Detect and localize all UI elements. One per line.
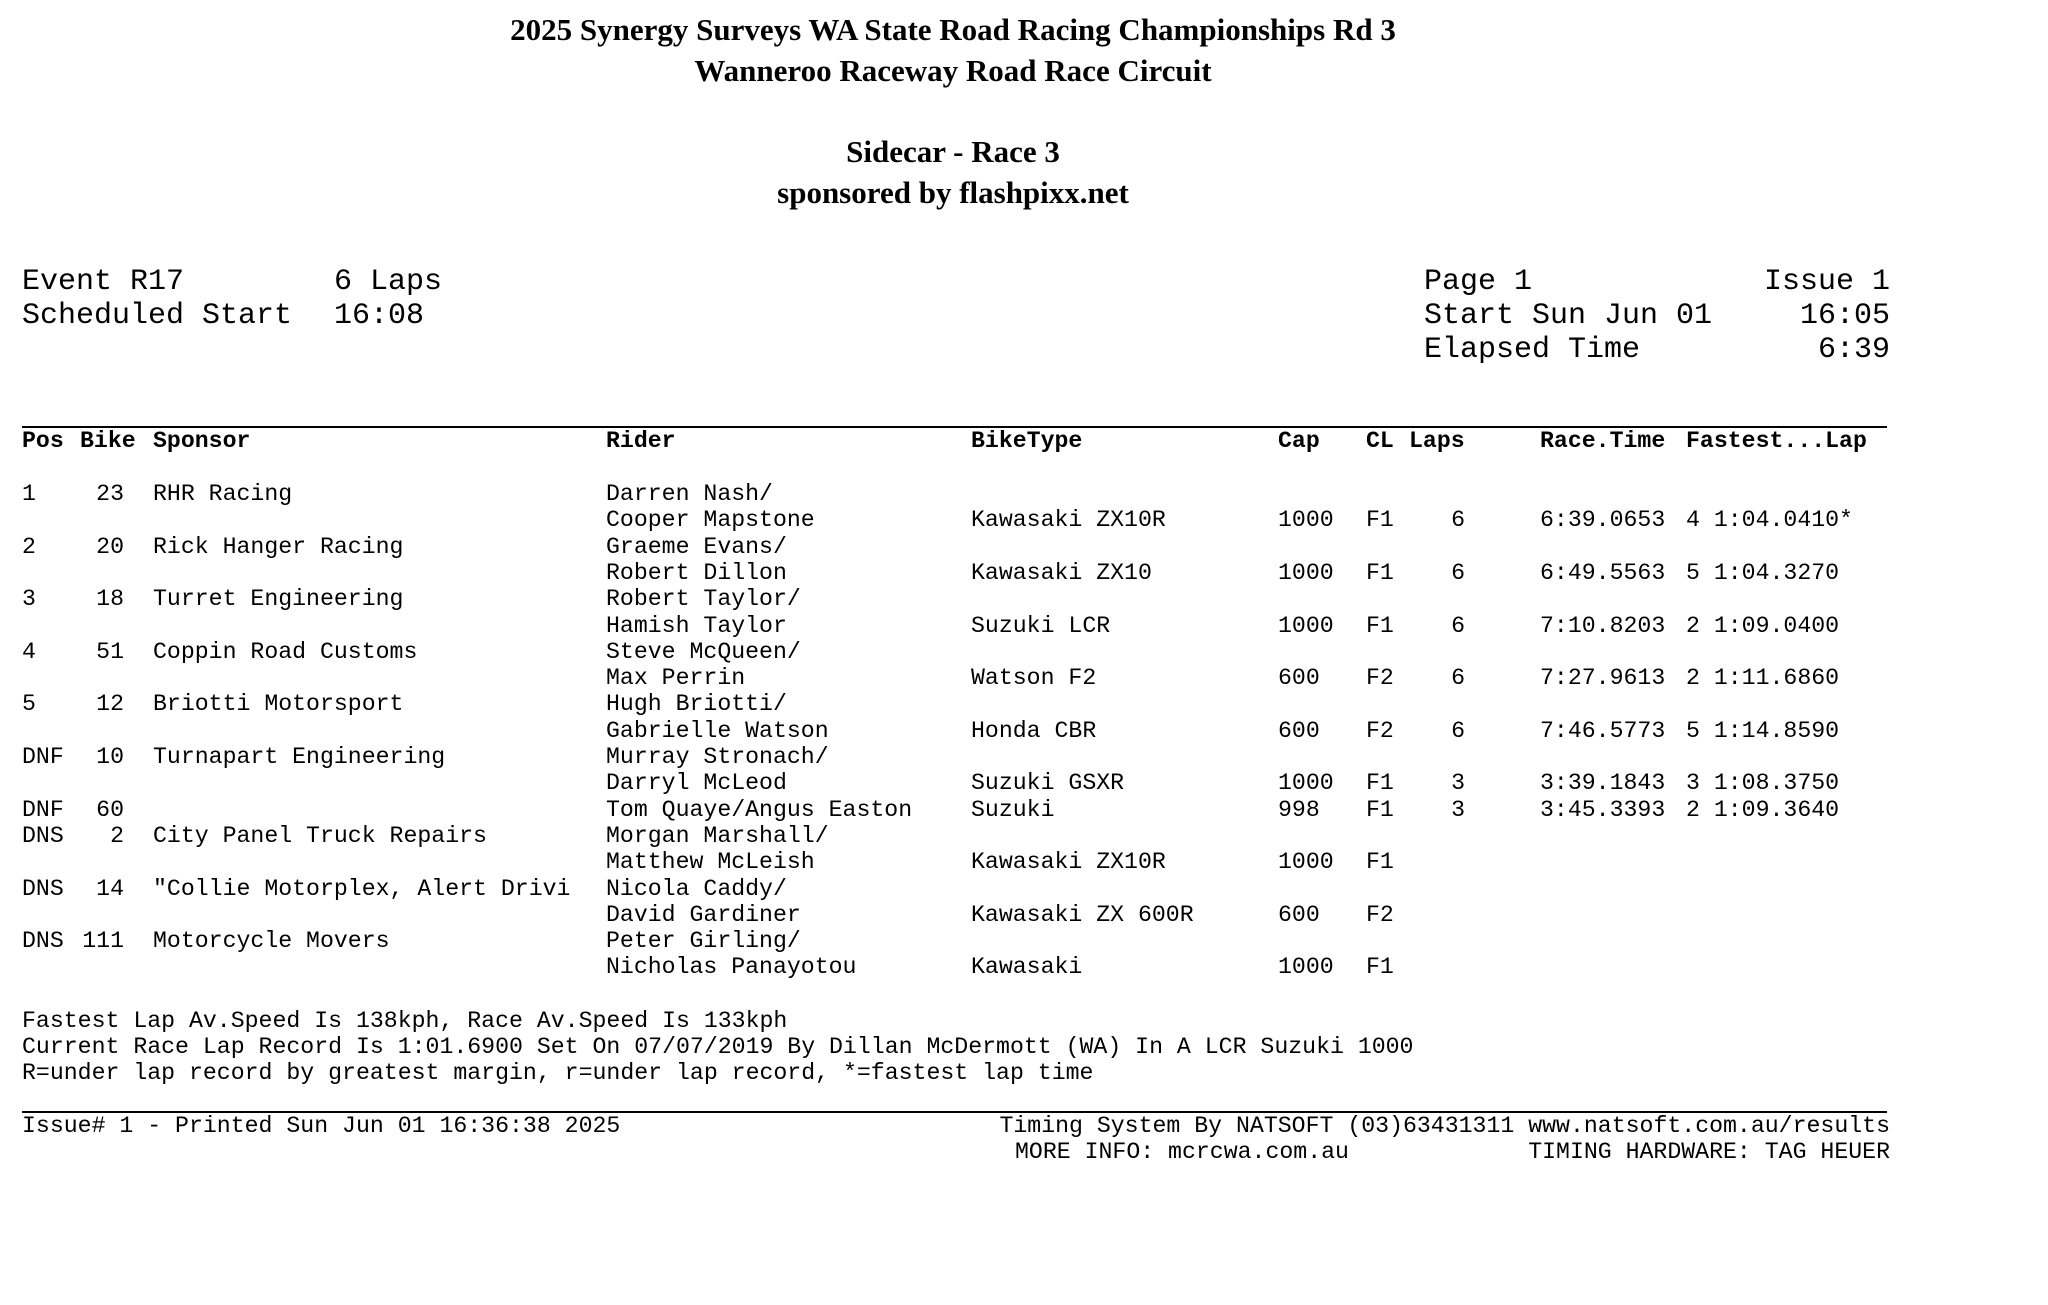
- row-pos: 3: [22, 586, 36, 613]
- row-biketype: Watson F2: [971, 665, 1097, 692]
- row-capacity: 600: [1278, 717, 1320, 744]
- row-rider-1: Tom Quaye/Angus Easton: [606, 796, 913, 823]
- row-pos: DNS: [22, 875, 64, 902]
- row-biketype: Kawasaki ZX10: [971, 559, 1152, 586]
- row-rider-1: Steve McQueen/: [606, 638, 801, 665]
- col-header-biketype: BikeType: [971, 428, 1083, 454]
- row-bike-number: 23: [96, 481, 124, 507]
- row-rider-1: Morgan Marshall/: [606, 822, 829, 849]
- row-rider-2: Nicholas Panayotou: [606, 954, 857, 981]
- race-name: Sidecar - Race 3: [846, 134, 1060, 169]
- row-bike-number: 20: [96, 533, 124, 560]
- row-capacity: 1000: [1278, 612, 1334, 639]
- row-fastest-lap: 2 1:09.3640: [1686, 796, 1840, 823]
- row-biketype: Kawasaki ZX10R: [971, 507, 1166, 534]
- row-class: F1: [1366, 612, 1394, 639]
- row-laps: 6: [1451, 612, 1465, 639]
- col-header-sponsor: Sponsor: [153, 428, 251, 454]
- speed-note: Fastest Lap Av.Speed Is 138kph, Race Av.Speed Is 133kph: [22, 1008, 788, 1034]
- row-capacity: 600: [1278, 665, 1320, 692]
- printed-info: Issue# 1 - Printed Sun Jun 01 16:36:38 2025: [22, 1113, 621, 1139]
- row-class: F1: [1366, 559, 1394, 586]
- row-rider-1: Hugh Briotti/: [606, 691, 787, 718]
- event-label: Event R17: [22, 265, 185, 299]
- row-rider-1: Darren Nash/: [606, 481, 773, 507]
- scheduled-start-label: Scheduled Start: [22, 299, 293, 333]
- row-class: F2: [1366, 717, 1394, 744]
- row-class: F1: [1366, 796, 1394, 823]
- elapsed-label: Elapsed Time: [1424, 333, 1641, 367]
- row-race-time: 3:45.3393: [1540, 796, 1666, 823]
- row-race-time: 3:39.1843: [1540, 770, 1666, 797]
- col-header-laps: Laps: [1409, 428, 1465, 454]
- row-pos: DNS: [22, 928, 64, 955]
- row-race-time: 7:10.8203: [1540, 612, 1666, 639]
- issue-label: Issue 1: [1763, 265, 1890, 299]
- row-fastest-lap: 3 1:08.3750: [1686, 770, 1840, 797]
- row-fastest-lap: 5 1:14.8590: [1686, 717, 1840, 744]
- row-biketype: Kawasaki: [971, 954, 1083, 981]
- row-bike-number: 111: [82, 928, 124, 955]
- col-header-pos: Pos: [22, 428, 64, 454]
- row-pos: DNF: [22, 796, 64, 823]
- row-laps: 6: [1451, 665, 1465, 692]
- row-bike-number: 18: [96, 586, 124, 613]
- row-class: F1: [1366, 507, 1394, 534]
- row-bike-number: 2: [110, 822, 124, 849]
- row-capacity: 1000: [1278, 770, 1334, 797]
- row-laps: 3: [1451, 770, 1465, 797]
- col-header-racetime: Race.Time: [1540, 428, 1666, 454]
- row-biketype: Suzuki: [971, 796, 1055, 823]
- row-rider-2: Gabrielle Watson: [606, 717, 829, 744]
- row-biketype: Suzuki GSXR: [971, 770, 1125, 797]
- row-race-time: 6:39.0653: [1540, 507, 1666, 534]
- row-rider-1: Nicola Caddy/: [606, 875, 787, 902]
- col-header-bike: Bike: [80, 428, 136, 454]
- row-rider-2: Robert Dillon: [606, 559, 787, 586]
- row-sponsor: Turnapart Engineering: [153, 744, 446, 770]
- row-fastest-lap: 2 1:09.0400: [1686, 612, 1840, 639]
- row-pos: 5: [22, 691, 36, 718]
- row-bike-number: 51: [96, 638, 124, 665]
- row-sponsor: Rick Hanger Racing: [153, 533, 404, 560]
- row-rider-2: Hamish Taylor: [606, 612, 787, 639]
- row-sponsor: City Panel Truck Repairs: [153, 822, 487, 849]
- row-race-time: 7:27.9613: [1540, 665, 1666, 692]
- elapsed-value: 6:39: [1817, 333, 1890, 367]
- row-bike-number: 14: [96, 875, 124, 902]
- row-rider-2: Cooper Mapstone: [606, 507, 815, 534]
- row-capacity: 998: [1278, 796, 1320, 823]
- col-header-rider: Rider: [606, 428, 676, 454]
- row-fastest-lap: 2 1:11.6860: [1686, 665, 1840, 692]
- race-sponsor: sponsored by flashpixx.net: [777, 175, 1129, 210]
- row-sponsor: Briotti Motorsport: [153, 691, 404, 718]
- row-class: F1: [1366, 954, 1394, 981]
- row-race-time: 6:49.5563: [1540, 559, 1666, 586]
- row-class: F1: [1366, 849, 1394, 876]
- row-capacity: 1000: [1278, 849, 1334, 876]
- row-capacity: 1000: [1278, 507, 1334, 534]
- row-sponsor: "Collie Motorplex, Alert Drivi: [153, 875, 571, 902]
- row-capacity: 1000: [1278, 559, 1334, 586]
- row-rider-1: Graeme Evans/: [606, 533, 787, 560]
- circuit-name: Wanneroo Raceway Road Race Circuit: [694, 53, 1212, 88]
- row-biketype: Suzuki LCR: [971, 612, 1111, 639]
- row-pos: 4: [22, 638, 36, 665]
- col-header-fastest: Fastest...Lap: [1686, 428, 1867, 454]
- row-bike-number: 10: [96, 744, 124, 770]
- row-fastest-lap: 5 1:04.3270: [1686, 559, 1840, 586]
- row-laps: 6: [1451, 559, 1465, 586]
- row-laps: 6: [1451, 717, 1465, 744]
- row-capacity: 1000: [1278, 954, 1334, 981]
- row-rider-1: Peter Girling/: [606, 928, 801, 955]
- row-pos: DNS: [22, 822, 64, 849]
- laps-label: 6 Laps: [334, 265, 443, 299]
- row-pos: DNF: [22, 744, 64, 770]
- row-sponsor: Coppin Road Customs: [153, 638, 418, 665]
- row-laps: 3: [1451, 796, 1465, 823]
- row-rider-2: David Gardiner: [606, 901, 801, 928]
- row-fastest-lap: 4 1:04.0410*: [1686, 507, 1853, 534]
- row-rider-2: Darryl McLeod: [606, 770, 787, 797]
- row-sponsor: Motorcycle Movers: [153, 928, 390, 955]
- legend-note: R=under lap record by greatest margin, r=under lap record, *=fastest lap time: [22, 1060, 1094, 1086]
- page-label: Page 1: [1424, 265, 1533, 299]
- row-rider-2: Max Perrin: [606, 665, 746, 692]
- row-class: F2: [1366, 901, 1394, 928]
- row-race-time: 7:46.5773: [1540, 717, 1666, 744]
- row-class: F1: [1366, 770, 1394, 797]
- row-bike-number: 12: [96, 691, 124, 718]
- row-rider-1: Robert Taylor/: [606, 586, 801, 613]
- row-pos: 1: [22, 481, 36, 507]
- more-info: MORE INFO: mcrcwa.com.au: [1015, 1139, 1349, 1165]
- col-header-cl: CL: [1366, 428, 1394, 454]
- row-capacity: 600: [1278, 901, 1320, 928]
- row-biketype: Kawasaki ZX 600R: [971, 901, 1194, 928]
- row-sponsor: RHR Racing: [153, 481, 293, 507]
- timing-system: Timing System By NATSOFT (03)63431311 www.natsoft.com.au/results: [999, 1113, 1890, 1139]
- row-rider-2: Matthew McLeish: [606, 849, 815, 876]
- report-title: 2025 Synergy Surveys WA State Road Racing Championships Rd 3: [510, 12, 1396, 47]
- lap-record-note: Current Race Lap Record Is 1:01.6900 Set On 07/07/2019 By Dillan McDermott (WA) In A LCR Suzuki 1000: [22, 1034, 1414, 1060]
- row-laps: 6: [1451, 507, 1465, 534]
- row-sponsor: Turret Engineering: [153, 586, 404, 613]
- row-pos: 2: [22, 533, 36, 560]
- start-time: 16:05: [1799, 299, 1890, 333]
- row-biketype: Honda CBR: [971, 717, 1097, 744]
- row-bike-number: 60: [96, 796, 124, 823]
- row-class: F2: [1366, 665, 1394, 692]
- col-header-cap: Cap: [1278, 428, 1320, 454]
- row-biketype: Kawasaki ZX10R: [971, 849, 1166, 876]
- row-rider-1: Murray Stronach/: [606, 744, 829, 770]
- timing-hardware: TIMING HARDWARE: TAG HEUER: [1528, 1139, 1890, 1165]
- scheduled-start-time: 16:08: [334, 299, 425, 333]
- start-label: Start Sun Jun 01: [1424, 299, 1713, 333]
